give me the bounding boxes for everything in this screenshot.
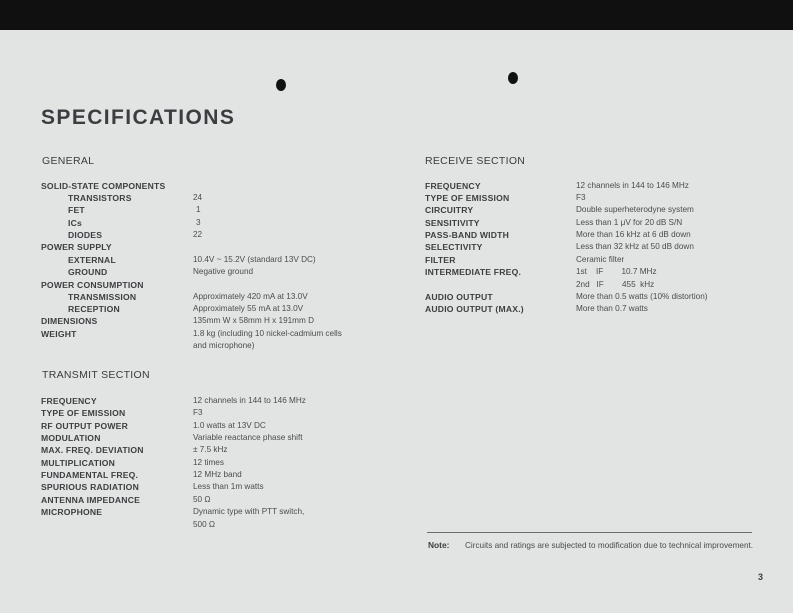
spec-label: GROUND: [68, 267, 108, 277]
spec-value: F3: [576, 193, 586, 202]
spec-value: F3: [193, 408, 203, 417]
spec-row: [41, 482, 441, 494]
spec-label: SENSITIVITY: [425, 218, 480, 228]
spec-row: [41, 408, 441, 420]
spec-label: AUDIO OUTPUT: [425, 292, 493, 302]
spec-label: DIMENSIONS: [41, 316, 98, 326]
spec-label: RECEPTION: [68, 304, 120, 314]
spec-row: [41, 304, 441, 316]
spec-row: [41, 495, 441, 507]
spec-label: SELECTIVITY: [425, 242, 483, 252]
note-divider: [427, 532, 752, 533]
spec-row: [41, 218, 441, 230]
spec-label: TYPE OF EMISSION: [41, 408, 126, 418]
spec-label: FILTER: [425, 255, 456, 265]
spec-value: Variable reactance phase shift: [193, 433, 303, 442]
spec-value: Less than 1m watts: [193, 482, 264, 491]
spec-label: PASS-BAND WIDTH: [425, 230, 509, 240]
spec-label: INTERMEDIATE FREQ.: [425, 267, 522, 277]
page-title: SPECIFICATIONS: [41, 106, 236, 129]
spec-label: AUDIO OUTPUT (MAX.): [425, 304, 524, 314]
spec-label: DIODES: [68, 230, 103, 240]
spec-row: [41, 267, 441, 279]
spec-row: [41, 230, 441, 242]
spec-row: [425, 304, 765, 316]
spec-value: 12 channels in 144 to 146 MHz: [193, 396, 306, 405]
spec-value: More than 0.7 watts: [576, 304, 648, 313]
spec-row: [41, 255, 441, 267]
spec-row: [425, 205, 765, 217]
receive-heading: RECEIVE SECTION: [425, 155, 526, 167]
spec-row: [41, 433, 441, 445]
spec-value: 24: [193, 193, 203, 202]
spec-page: [0, 30, 793, 613]
spec-label: FUNDAMENTAL FREQ.: [41, 470, 139, 480]
spec-row: [41, 205, 441, 217]
spec-label: FET: [68, 205, 85, 215]
spec-row: [41, 445, 441, 457]
spec-label: ICs: [68, 218, 82, 228]
spec-value: Approximately 420 mA at 13.0V: [193, 292, 308, 301]
spec-value: 12 times: [193, 458, 224, 467]
spec-row: [41, 520, 441, 532]
note-label: Note:: [428, 540, 450, 550]
spec-label: FREQUENCY: [41, 396, 97, 406]
spec-value: 1.0 watts at 13V DC: [193, 421, 266, 430]
spec-row: [41, 280, 441, 292]
spec-row: [41, 341, 441, 353]
spec-value: Less than 1 μV for 20 dB S/N: [576, 218, 683, 227]
spec-label: ANTENNA IMPEDANCE: [41, 495, 141, 505]
spec-value: 3: [196, 218, 201, 227]
spec-value: 135mm W x 58mm H x 191mm D: [193, 316, 315, 325]
spec-label: WEIGHT: [41, 329, 77, 339]
spec-row: [41, 507, 441, 519]
spec-row: [425, 267, 765, 279]
spec-row: [41, 396, 441, 408]
spec-row: [425, 292, 765, 304]
spec-label: MAX. FREQ. DEVIATION: [41, 445, 144, 455]
spec-label: MICROPHONE: [41, 507, 103, 517]
spec-label: CIRCUITRY: [425, 205, 474, 215]
punch-hole-left: [276, 79, 286, 91]
spec-value: and microphone): [193, 341, 255, 350]
spec-label: EXTERNAL: [68, 255, 116, 265]
spec-label: POWER SUPPLY: [41, 242, 112, 252]
spec-label: POWER CONSUMPTION: [41, 280, 144, 290]
general-heading: GENERAL: [42, 155, 95, 167]
spec-label: TRANSMISSION: [68, 292, 137, 302]
spec-row: [425, 181, 765, 193]
spec-value: ± 7.5 kHz: [193, 445, 228, 454]
spec-row: [425, 230, 765, 242]
spec-label: SPURIOUS RADIATION: [41, 482, 139, 492]
spec-value: More than 16 kHz at 6 dB down: [576, 230, 691, 239]
spec-label: MULTIPLICATION: [41, 458, 116, 468]
spec-row: [41, 242, 441, 254]
spec-value: 50 Ω: [193, 495, 211, 504]
spec-label: MODULATION: [41, 433, 101, 443]
spec-value: 2nd IF 455 kHz: [576, 280, 655, 289]
spec-value: Negative ground: [193, 267, 254, 276]
spec-label: TYPE OF EMISSION: [425, 193, 510, 203]
spec-label: FREQUENCY: [425, 181, 481, 191]
spec-value: 12 MHz band: [193, 470, 242, 479]
spec-value: 22: [193, 230, 203, 239]
spec-value: 12 channels in 144 to 146 MHz: [576, 181, 689, 190]
spec-row: [425, 218, 765, 230]
spec-row: [425, 255, 765, 267]
spec-row: [41, 421, 441, 433]
spec-value: Approximately 55 mA at 13.0V: [193, 304, 304, 313]
spec-value: 1.8 kg (including 10 nickel-cadmium cells: [193, 329, 342, 338]
spec-value: 10.4V ~ 15.2V (standard 13V DC): [193, 255, 316, 264]
spec-label: TRANSISTORS: [68, 193, 132, 203]
spec-row: [425, 242, 765, 254]
punch-hole-right: [508, 72, 518, 84]
spec-value: Ceramic filter: [576, 255, 625, 264]
spec-row: [41, 181, 441, 193]
spec-label: RF OUTPUT POWER: [41, 421, 129, 431]
spec-value: 1: [196, 205, 201, 214]
spec-row: [41, 329, 441, 341]
spec-value: Dynamic type with PTT switch,: [193, 507, 305, 516]
transmit-heading: TRANSMIT SECTION: [42, 369, 150, 381]
spec-value: More than 0.5 watts (10% distortion): [576, 292, 708, 301]
spec-row: [425, 193, 765, 205]
spec-row: [41, 316, 441, 328]
spec-value: Double superheterodyne system: [576, 205, 694, 214]
note-text: Circuits and ratings are subjected to modification due to technical improvement.: [465, 541, 754, 550]
spec-row: [41, 292, 441, 304]
page-number: 3: [758, 572, 764, 582]
spec-row: [41, 193, 441, 205]
spec-row: [41, 458, 441, 470]
spec-value: Less than 32 kHz at 50 dB down: [576, 242, 694, 251]
spec-value: 1st IF 10.7 MHz: [576, 267, 657, 276]
spec-row: [425, 280, 765, 292]
spec-label: SOLID-STATE COMPONENTS: [41, 181, 166, 191]
spec-row: [41, 470, 441, 482]
spec-value: 500 Ω: [193, 520, 216, 529]
